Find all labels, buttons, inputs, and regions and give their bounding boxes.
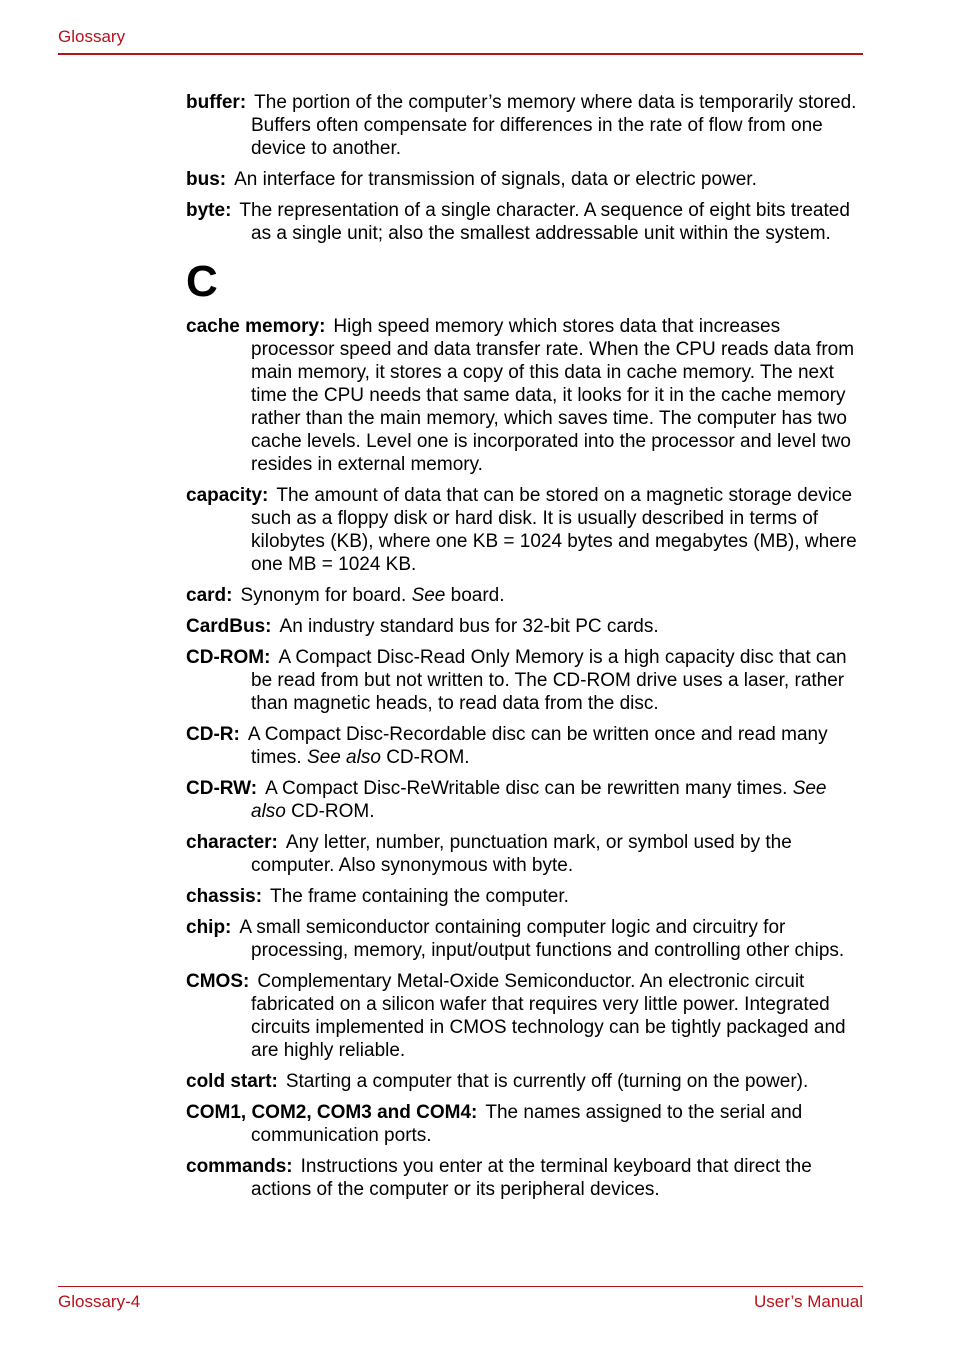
page-number: Glossary-4 xyxy=(58,1292,141,1311)
header-rule xyxy=(58,53,863,55)
entry-term: capacity: xyxy=(186,485,269,506)
entry-definition: The portion of the computer’s memory where data is temporarily stored. Buffers often compensate for differences in the rate of flow from one device to another. xyxy=(251,92,857,159)
glossary-entry-cd-rw xyxy=(186,777,862,823)
entry-term: cache memory: xyxy=(186,316,326,337)
entry-definition: Any letter, number, punctuation mark, or symbol used by the computer. Also synonymous with byte. xyxy=(251,832,792,876)
entry-term: card: xyxy=(186,585,233,606)
section-heading-c: C xyxy=(186,257,218,306)
entry-term: COM1, COM2, COM3 and COM4: xyxy=(186,1102,478,1123)
entry-term: commands: xyxy=(186,1156,293,1177)
entry-term: CardBus: xyxy=(186,616,272,637)
glossary-entry-cmos xyxy=(186,970,862,1062)
running-header: Glossary xyxy=(58,27,126,46)
entry-term: byte: xyxy=(186,200,232,221)
entry-term: character: xyxy=(186,832,278,853)
entry-term: CD-R: xyxy=(186,724,240,745)
glossary-content xyxy=(186,91,862,1209)
glossary-entry-bus xyxy=(186,168,862,191)
entry-definition-tail: CD-ROM. xyxy=(291,801,375,822)
entry-cross-reference: See also xyxy=(306,747,381,768)
entry-term: CD-ROM: xyxy=(186,647,271,668)
glossary-entry-com-ports xyxy=(186,1101,862,1147)
entry-definition: High speed memory which stores data that increases processor speed and data transfer rate. When the CPU reads data from main memory, it stores a copy of this data in cache memory. The next time the CPU needs that same data, it looks for it in the cache memory rather than the main memory, which saves time. The computer has two cache levels. Level one is incorporated into the processor and level two resides in external memory. xyxy=(251,316,855,475)
entry-term: buffer: xyxy=(186,92,247,113)
entry-definition-tail: board. xyxy=(450,585,505,606)
entry-term: CMOS: xyxy=(186,971,250,992)
glossary-entry-cache-memory xyxy=(186,315,862,476)
glossary-entry-cold-start xyxy=(186,1070,862,1093)
entry-term: CD-RW: xyxy=(186,778,258,799)
entry-definition: Instructions you enter at the terminal keyboard that direct the actions of the computer or its peripheral devices. xyxy=(251,1156,812,1200)
entry-definition: Synonym for board. xyxy=(240,585,407,606)
glossary-entry-cd-rom xyxy=(186,646,862,715)
entry-definition: Complementary Metal-Oxide Semiconductor. An electronic circuit fabricated on a silicon wafer that requires very little power. Integrated circuits implemented in CMOS technology can be tightly packaged and are highly reliable. xyxy=(251,971,846,1061)
glossary-entry-card xyxy=(186,584,862,607)
entry-definition: The names assigned to the serial and communication ports. xyxy=(251,1102,803,1146)
entry-definition: A Compact Disc-ReWritable disc can be rewritten many times. xyxy=(265,778,788,799)
manual-title: User’s Manual xyxy=(754,1292,863,1311)
entry-term: cold start: xyxy=(186,1071,278,1092)
entry-definition-tail: CD-ROM. xyxy=(386,747,470,768)
glossary-entry-chassis xyxy=(186,885,862,908)
glossary-entry-buffer xyxy=(186,91,862,160)
glossary-entry-commands xyxy=(186,1155,862,1201)
entry-definition: A Compact Disc-Read Only Memory is a high capacity disc that can be read from but not written to. The CD-ROM drive uses a laser, rather than magnetic heads, to read data from the disc. xyxy=(251,647,847,714)
glossary-entry-cd-r xyxy=(186,723,862,769)
entry-definition: The frame containing the computer. xyxy=(270,886,569,907)
entry-cross-reference: See xyxy=(411,585,446,606)
entry-definition: The representation of a single character. A sequence of eight bits treated as a single unit; also the smallest addressable unit within the system. xyxy=(239,200,850,244)
entry-term: chip: xyxy=(186,917,232,938)
glossary-entry-character xyxy=(186,831,862,877)
footer-rule xyxy=(58,1286,863,1287)
entry-definition: An industry standard bus for 32-bit PC cards. xyxy=(279,616,659,637)
entry-definition: The amount of data that can be stored on a magnetic storage device such as a floppy disk or hard disk. It is usually described in terms of kilobytes (KB), where one KB = 1024 bytes and megabytes (MB), where one MB = 1024 KB. xyxy=(251,485,857,575)
entry-cross-reference: See also xyxy=(251,778,827,822)
glossary-entry-byte xyxy=(186,199,862,245)
entry-term: bus: xyxy=(186,169,227,190)
entry-definition: Starting a computer that is currently off (turning on the power). xyxy=(285,1071,809,1092)
glossary-entry-cardbus xyxy=(186,615,862,638)
glossary-entry-chip xyxy=(186,916,862,962)
entry-term: chassis: xyxy=(186,886,263,907)
entry-definition: A Compact Disc-Recordable disc can be written once and read many times. xyxy=(247,724,828,768)
glossary-entry-capacity xyxy=(186,484,862,576)
entry-definition: An interface for transmission of signals, data or electric power. xyxy=(234,169,757,190)
entry-definition: A small semiconductor containing computer logic and circuitry for processing, memory, input/output functions and controlling other chips. xyxy=(239,917,845,961)
